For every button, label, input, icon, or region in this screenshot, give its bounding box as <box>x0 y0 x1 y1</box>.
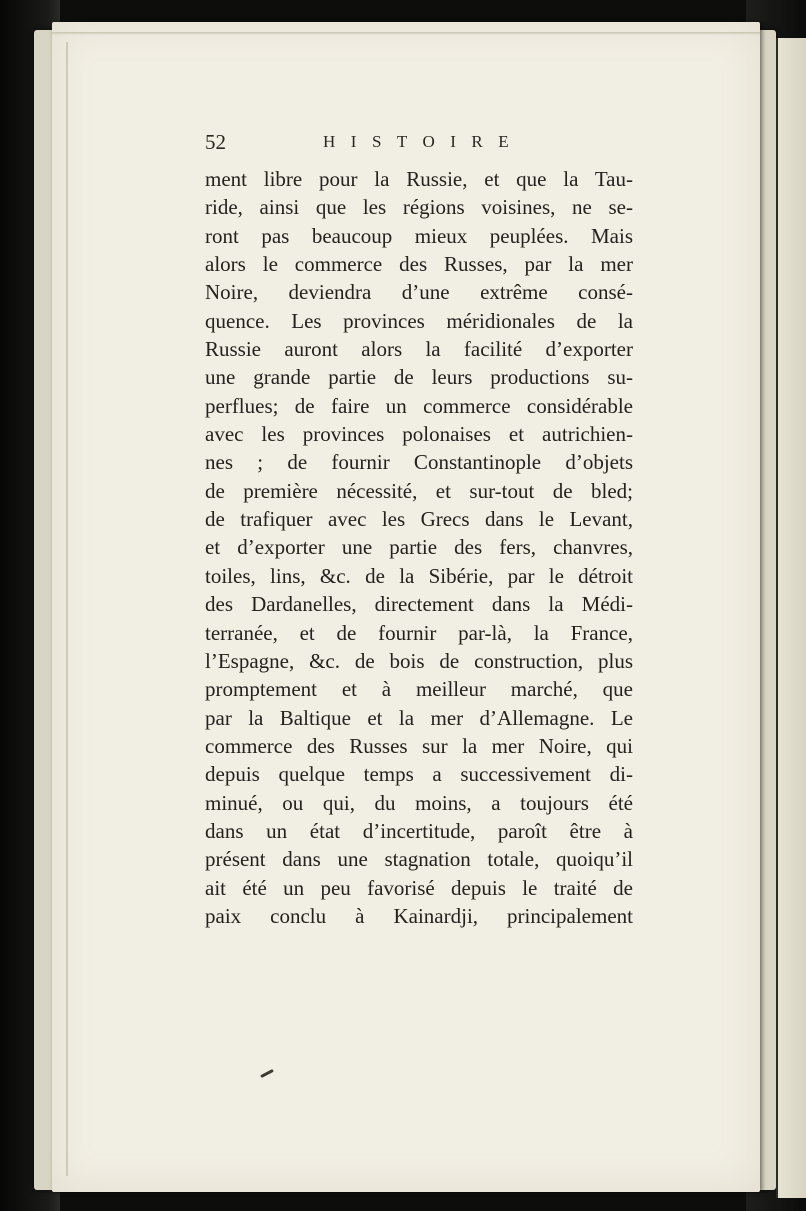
text-line: depuis quelque temps a successivement di- <box>205 762 633 787</box>
text-line: une grande partie de leurs productions su- <box>205 365 633 390</box>
page-header <box>205 130 655 160</box>
text-line: ait été un peu favorisé depuis le traité de <box>205 875 633 900</box>
text-line: ride, ainsi que les régions voisines, ne se- <box>205 195 633 220</box>
text-line: Russie auront alors la facilité d’exporter <box>205 337 633 362</box>
text-line: présent dans une stagnation totale, quoiqu’il <box>205 847 633 872</box>
text-line: alors le commerce des Russes, par la mer <box>205 252 633 277</box>
text-line: toiles, lins, &c. de la Sibérie, par le détroit <box>205 563 633 588</box>
text-line: minué, ou qui, du moins, a toujours été <box>205 790 633 815</box>
text-line: avec les provinces polonaises et autrichien- <box>205 422 633 447</box>
text-line: de première nécessité, et sur-tout de bled; <box>205 478 633 503</box>
text-line: dans un état d’incertitude, paroît être à <box>205 818 633 843</box>
text-line: de trafiquer avec les Grecs dans le Levant, <box>205 507 633 532</box>
text-line: terranée, et de fournir par-là, la France, <box>205 620 633 645</box>
text-line: ment libre pour la Russie, et que la Tau- <box>205 167 633 191</box>
text-line: l’Espagne, &c. de bois de construction, plus <box>205 648 633 673</box>
text-line: perflues; de faire un commerce considérable <box>205 393 633 418</box>
text-line: promptement et à meilleur marché, que <box>205 677 633 702</box>
text-line: ront pas beaucoup mieux peuplées. Mais <box>205 223 633 248</box>
text-line: des Dardanelles, directement dans la Médi- <box>205 592 633 617</box>
text-line: Noire, deviendra d’une extrême consé- <box>205 280 633 305</box>
text-line: commerce des Russes sur la mer Noire, qui <box>205 733 633 758</box>
next-page-edge <box>776 38 806 1198</box>
text-line: paix conclu à Kainardji, principalement <box>205 903 633 928</box>
page-number: 52 <box>205 130 226 154</box>
text-line: nes ; de fournir Constantinople d’objets <box>205 450 633 475</box>
text-line: et d’exporter une partie des fers, chanvres, <box>205 535 633 560</box>
running-head: HISTOIRE <box>323 132 525 151</box>
text-line: par la Baltique et la mer d’Allemagne. Le <box>205 705 633 730</box>
page-fold-line <box>66 42 68 1176</box>
text-line: quence. Les provinces méridionales de la <box>205 308 633 333</box>
body-text <box>205 165 633 930</box>
